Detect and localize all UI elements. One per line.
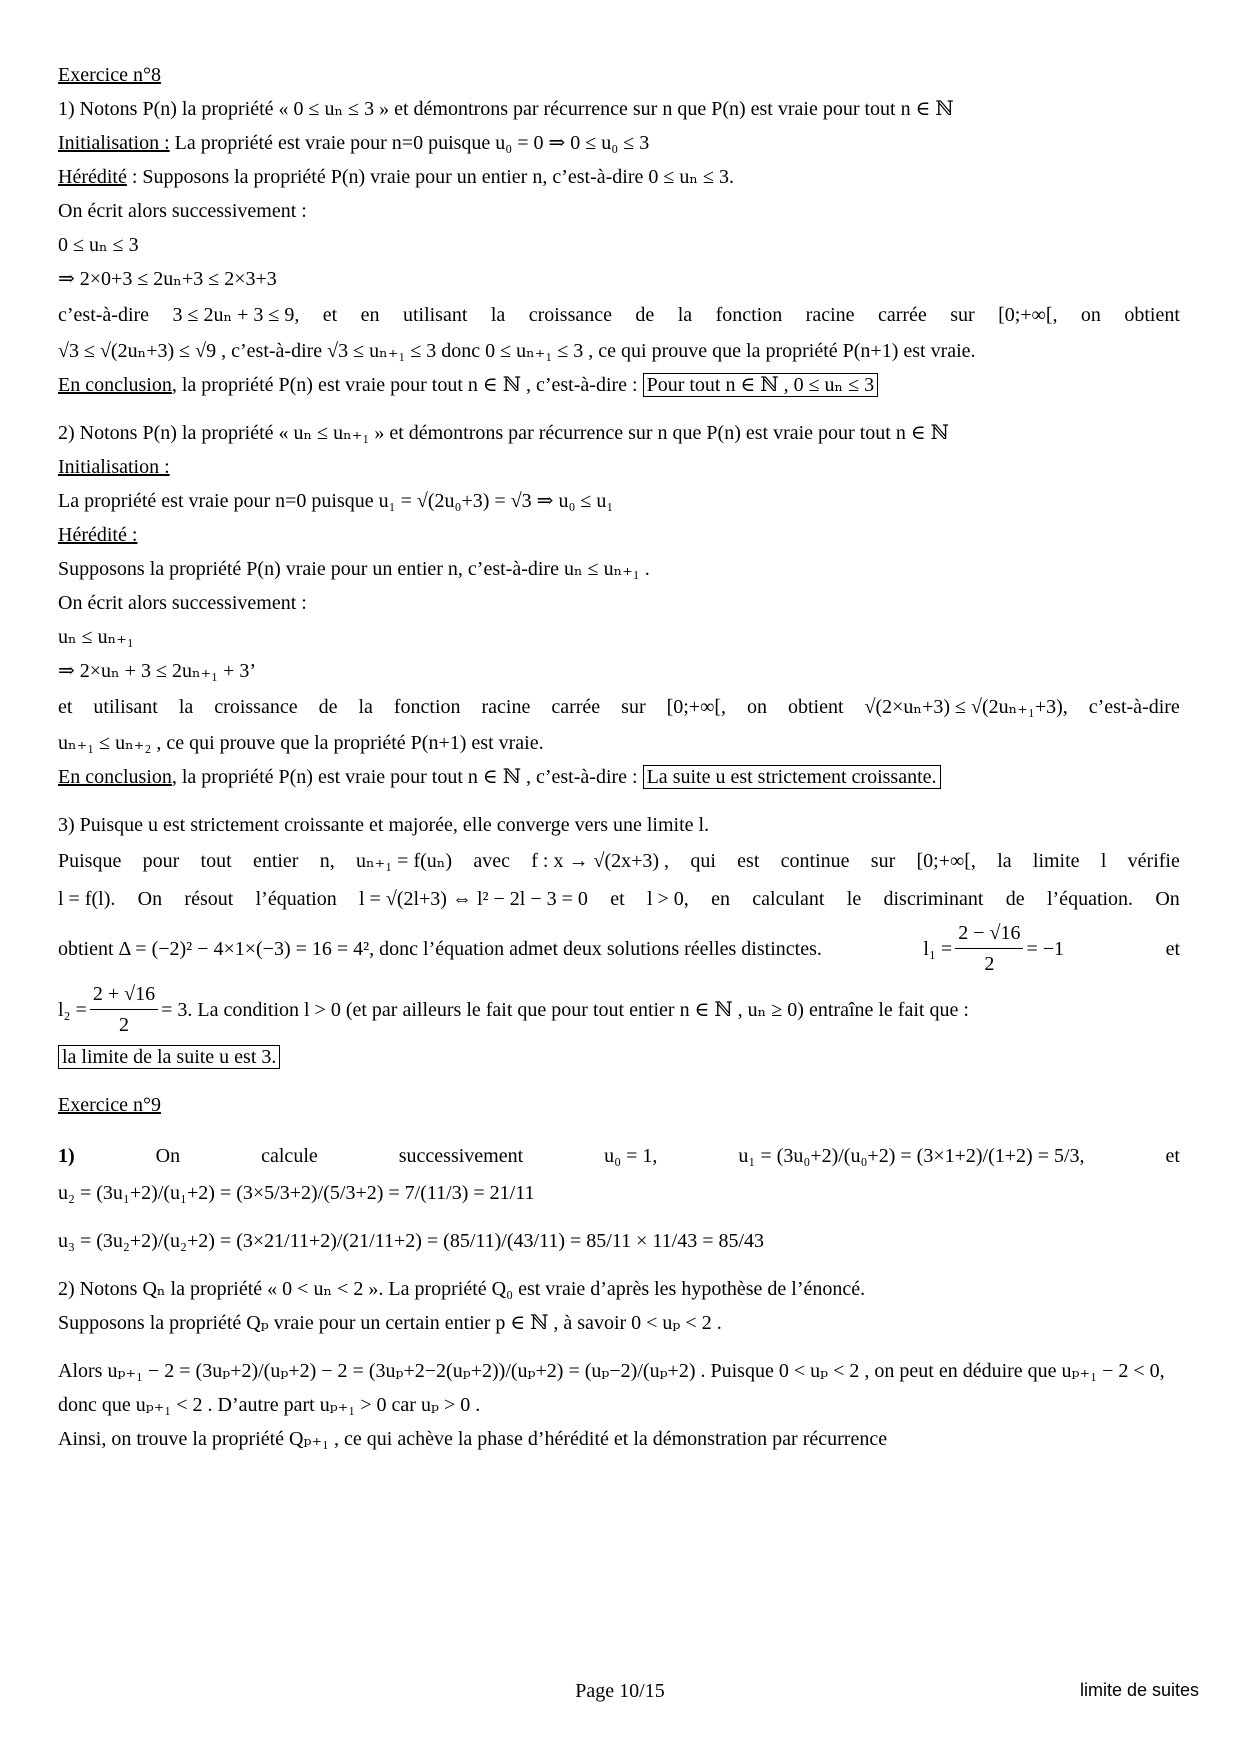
ex9-q2-line5: Ainsi, on trouve la propriété Qₚ₊₁ , ce qui achève la phase d’hérédité et la démonstration par récurrence (58, 1428, 888, 1450)
ex8-q1-intro: 1) Notons P(n) la propriété « 0 ≤ uₙ ≤ 3 » et démontrons par récurrence sur n que P(n) est vraie pour tout n ∈ ℕ (58, 98, 954, 120)
page-number: Page 10/15 (575, 1680, 665, 1702)
ex8-q3-line5: l₂ = $\frac{2 + √16}{2}$ = 3. La condition l > 0 (et par ailleurs le fait que pour tout entier n ∈ ℕ , uₙ ≥ 0) entraîne le fait que : (58, 979, 1180, 1040)
ex8-q2-heredity: Supposons la propriété P(n) vraie pour un entier n, c’est-à-dire uₙ ≤ uₙ₊₁ . (58, 558, 650, 580)
l2-fraction: $\frac{2 + √16}{2}$ (90, 979, 158, 1040)
ex9-title: Exercice n°9 (58, 1094, 161, 1116)
ex8-q2-init: La propriété est vraie pour n=0 puisque u₁ = √(2u₀+3) = √3 ⇒ u₀ ≤ u₁ (58, 490, 614, 512)
ex9-q2-line3: Alors uₚ₊₁ − 2 = (3uₚ+2)/(uₚ+2) − 2 = (3uₚ+2−2(uₚ+2))/(uₚ+2) = (uₚ−2)/(uₚ+2) . Puisque 0 < uₚ < 2 , on peut en déduire que uₚ₊₁ − 2 < 0, (58, 1360, 1165, 1382)
ex8-q2-eq1: uₙ ≤ uₙ₊₁ (58, 626, 134, 648)
ex9-q1-line1: 1) On calcule successivement u₀ = 1, u₁ = (3u₀+2)/(u₀+2) = (3×1+2)/(1+2) = 5/3, et (58, 1145, 1180, 1167)
ex8-q1-eq2: ⇒ 2×0+3 ≤ 2uₙ+3 ≤ 2×3+3 (58, 268, 277, 290)
ex8-q3-line4: obtient Δ = (−2)² − 4×1×(−3) = 16 = 4², donc l’équation admet deux solutions réelles distinctes. l₁ = $\frac{2 - √16}{2}$ = −1 et (58, 918, 1180, 979)
ex8-q2-conclusion: En conclusion, la propriété P(n) est vraie pour tout n ∈ ℕ , c’est-à-dire : La suite u est strictement croissante. (58, 760, 1180, 794)
ex8-q1-heredity: Hérédité : Supposons la propriété P(n) vraie pour un entier n, c’est-à-dire 0 ≤ uₙ ≤ 3. (58, 166, 734, 188)
ex8-q2-result-box: La suite u est strictement croissante. (643, 765, 941, 789)
ex8-q3-line3: l = f(l). On résout l’équation l = √(2l+3) ⇔ l² − 2l − 3 = 0 et l > 0, en calculant le discriminant de l’équation. On (58, 888, 1180, 910)
ex8-q1-conclusion: En conclusion, la propriété P(n) est vraie pour tout n ∈ ℕ , c’est-à-dire : Pour tout n ∈ ℕ , 0 ≤ uₙ ≤ 3 (58, 368, 1180, 402)
footer-tag: limite de suites (1080, 1680, 1200, 1700)
ex9-q2-line4: donc que uₚ₊₁ < 2 . D’autre part uₚ₊₁ > 0 car uₚ > 0 . (58, 1394, 481, 1416)
ex8-q2-eq2: ⇒ 2×uₙ + 3 ≤ 2uₙ₊₁ + 3’ (58, 660, 257, 682)
ex8-q1-justified-line: c’est-à-dire 3 ≤ 2uₙ + 3 ≤ 9, et en utilisant la croissance de la fonction racine carrée sur [0;+∞[, on obtient (58, 304, 1180, 326)
ex8-q3-result-box: la limite de la suite u est 3. (58, 1045, 280, 1069)
l1-fraction: $\frac{2 - √16}{2}$ (955, 918, 1023, 979)
ex9-q1-u3: u₃ = (3u₂+2)/(u₂+2) = (3×21/11+2)/(21/11+2) = (85/11)/(43/11) = 85/11 × 11/43 = 85/43 (58, 1230, 765, 1252)
ex8-q2-successively: On écrit alors successivement : (58, 592, 307, 614)
ex8-q2-heredity-label: Hérédité : (58, 524, 138, 546)
ex8-q2-justified-line: et utilisant la croissance de la fonction racine carrée sur [0;+∞[, on obtient √(2×uₙ+3) ≤ √(2uₙ₊₁+3), c’est-à-dire (58, 696, 1180, 718)
ex8-q2-init-label: Initialisation : (58, 456, 170, 478)
ex8-q1-eq1: 0 ≤ uₙ ≤ 3 (58, 234, 139, 256)
ex9-q1-u2: u₂ = (3u₁+2)/(u₁+2) = (3×5/3+2)/(5/3+2) = 7/(11/3) = 21/11 (58, 1182, 535, 1204)
ex8-q1-sqrt-line: √3 ≤ √(2uₙ+3) ≤ √9 , c’est-à-dire √3 ≤ uₙ₊₁ ≤ 3 donc 0 ≤ uₙ₊₁ ≤ 3 , ce qui prouve que la propriété P(n+1) est vraie. (58, 340, 976, 362)
ex8-q2-result-line: uₙ₊₁ ≤ uₙ₊₂ , ce qui prouve que la propriété P(n+1) est vraie. (58, 732, 544, 754)
ex8-q1-init: Initialisation : La propriété est vraie pour n=0 puisque u₀ = 0 ⇒ 0 ≤ u₀ ≤ 3 (58, 132, 650, 154)
ex8-q1-result-box: Pour tout n ∈ ℕ , 0 ≤ uₙ ≤ 3 (643, 373, 879, 397)
ex8-q1-successively: On écrit alors successivement : (58, 200, 307, 222)
ex8-q3-line1: 3) Puisque u est strictement croissante et majorée, elle converge vers une limite l. (58, 814, 710, 836)
ex9-q2-line2: Supposons la propriété Qₚ vraie pour un certain entier p ∈ ℕ , à savoir 0 < uₚ < 2 . (58, 1312, 722, 1334)
ex8-q2-intro: 2) Notons P(n) la propriété « uₙ ≤ uₙ₊₁ » et démontrons par récurrence sur n que P(n) est vraie pour tout n ∈ ℕ (58, 422, 949, 444)
ex8-q3-result (58, 1040, 1180, 1074)
ex8-q3-line2: Puisque pour tout entier n, uₙ₊₁ = f(uₙ) avec f : x → √(2x+3) , qui est continue sur [0;+∞[, la limite l vérifie (58, 850, 1180, 872)
document-page (58, 58, 1180, 1456)
ex9-q2-line1: 2) Notons Qₙ la propriété « 0 < uₙ < 2 ». La propriété Q₀ est vraie d’après les hypothèse de l’énoncé. (58, 1278, 866, 1300)
ex8-title: Exercice n°8 (58, 64, 161, 86)
